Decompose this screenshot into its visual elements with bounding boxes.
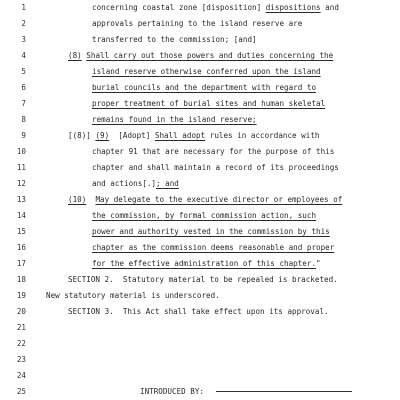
line-number: 10 bbox=[16, 147, 26, 156]
line-number: 12 bbox=[16, 179, 26, 188]
line-text bbox=[92, 0, 339, 16]
line-number: 18 bbox=[16, 275, 26, 284]
plain-text: and bbox=[320, 3, 339, 12]
underscored-text: island reserve otherwise conferred upon the island bbox=[92, 67, 321, 76]
line-text bbox=[92, 80, 316, 96]
line-number: 24 bbox=[16, 371, 26, 380]
text-line bbox=[0, 112, 400, 128]
text-line bbox=[0, 304, 400, 320]
underscored-text: remains found in the island reserve; bbox=[92, 115, 257, 124]
line-number: 14 bbox=[16, 211, 26, 220]
underscored-text: (9) bbox=[95, 131, 110, 140]
line-number: 16 bbox=[16, 243, 26, 252]
text-line bbox=[0, 320, 400, 336]
underscored-text: chapter as the commission deems reasonable and proper bbox=[92, 243, 335, 252]
line-number: 21 bbox=[16, 323, 26, 332]
plain-text: chapter 91 that are necessary for the purpose of this bbox=[92, 147, 335, 156]
text-line bbox=[0, 160, 400, 176]
underscored-text: Shall adopt bbox=[154, 131, 206, 140]
line-number: 15 bbox=[16, 227, 26, 236]
text-line bbox=[0, 384, 400, 400]
line-text bbox=[68, 304, 329, 320]
plain-text: concerning coastal zone [disposition] bbox=[92, 3, 266, 12]
plain-text: [Adopt] bbox=[109, 131, 155, 140]
line-number: 9 bbox=[21, 131, 26, 140]
line-text bbox=[68, 272, 338, 288]
underscored-text: power and authority vested in the commission by this bbox=[92, 227, 330, 236]
line-number: 4 bbox=[21, 51, 26, 60]
text-line bbox=[0, 80, 400, 96]
text-line bbox=[0, 288, 400, 304]
text-line bbox=[0, 336, 400, 352]
text-line bbox=[0, 224, 400, 240]
line-number: 2 bbox=[21, 19, 26, 28]
text-line bbox=[0, 256, 400, 272]
text-line bbox=[0, 272, 400, 288]
underscored-text: the commission, by formal commission action, such bbox=[92, 211, 317, 220]
text-line bbox=[0, 176, 400, 192]
line-number: 8 bbox=[21, 115, 26, 124]
underscored-text: burial councils and the department with regard to bbox=[92, 83, 317, 92]
plain-text: and actions[.] bbox=[92, 179, 157, 188]
text-line bbox=[0, 128, 400, 144]
text-line bbox=[0, 0, 400, 16]
underscored-text: ; and bbox=[156, 179, 179, 188]
text-line bbox=[0, 64, 400, 80]
underscored-text: Shall carry out those powers and duties concerning the bbox=[86, 51, 334, 60]
plain-text: transferred to the commission; [and] bbox=[92, 35, 257, 44]
line-number: 20 bbox=[16, 307, 26, 316]
line-text bbox=[68, 48, 333, 64]
line-text bbox=[92, 176, 179, 192]
line-number: 11 bbox=[16, 163, 26, 172]
plain-text: New statutory material is underscored. bbox=[46, 291, 220, 300]
line-text bbox=[92, 240, 334, 256]
line-text bbox=[68, 128, 319, 144]
line-text bbox=[92, 256, 321, 272]
underscored-text: May delegate to the executive director or employees of bbox=[95, 195, 343, 204]
line-text bbox=[92, 160, 339, 176]
line-text bbox=[92, 96, 325, 112]
line-number: 7 bbox=[21, 99, 26, 108]
plain-text: approvals pertaining to the island reserve are bbox=[92, 19, 303, 28]
text-line bbox=[0, 48, 400, 64]
text-line bbox=[0, 368, 400, 384]
line-text bbox=[92, 64, 321, 80]
underscored-text: proper treatment of burial sites and human skeletal bbox=[92, 99, 326, 108]
line-text bbox=[46, 288, 220, 304]
line-number: 1 bbox=[21, 3, 26, 12]
plain-text: INTRODUCED BY: bbox=[140, 387, 205, 396]
signature-line bbox=[216, 391, 352, 392]
underscored-text: dispositions bbox=[265, 3, 321, 12]
line-number: 3 bbox=[21, 35, 26, 44]
text-line bbox=[0, 192, 400, 208]
text-line bbox=[0, 240, 400, 256]
line-number: 5 bbox=[21, 67, 26, 76]
plain-text: " bbox=[316, 259, 321, 268]
line-number: 19 bbox=[16, 291, 26, 300]
line-number: 17 bbox=[16, 259, 26, 268]
plain-text: [(8)] bbox=[68, 131, 96, 140]
text-line bbox=[0, 32, 400, 48]
text-line bbox=[0, 208, 400, 224]
underscored-text: (8) bbox=[68, 51, 82, 60]
plain-text: SECTION 2. Statutory material to be repealed is bracketed. bbox=[68, 275, 338, 284]
line-number: 6 bbox=[21, 83, 26, 92]
line-text bbox=[140, 384, 204, 400]
line-text bbox=[92, 144, 334, 160]
line-text bbox=[92, 112, 257, 128]
line-text bbox=[92, 16, 302, 32]
text-line bbox=[0, 96, 400, 112]
underscored-text: for the effective administration of this chapter. bbox=[92, 259, 317, 268]
line-text bbox=[92, 224, 330, 240]
text-line bbox=[0, 144, 400, 160]
plain-text: rules in accordance with bbox=[205, 131, 320, 140]
line-text bbox=[92, 208, 316, 224]
line-text bbox=[92, 32, 257, 48]
text-line bbox=[0, 352, 400, 368]
line-number: 23 bbox=[16, 355, 26, 364]
line-number: 25 bbox=[16, 387, 26, 396]
line-number: 22 bbox=[16, 339, 26, 348]
text-line bbox=[0, 16, 400, 32]
plain-text: chapter and shall maintain a record of its proceedings bbox=[92, 163, 339, 172]
plain-text: SECTION 3. This Act shall take effect upon its approval. bbox=[68, 307, 329, 316]
line-number: 13 bbox=[16, 195, 26, 204]
line-text bbox=[68, 192, 342, 208]
underscored-text: (10) bbox=[68, 195, 87, 204]
